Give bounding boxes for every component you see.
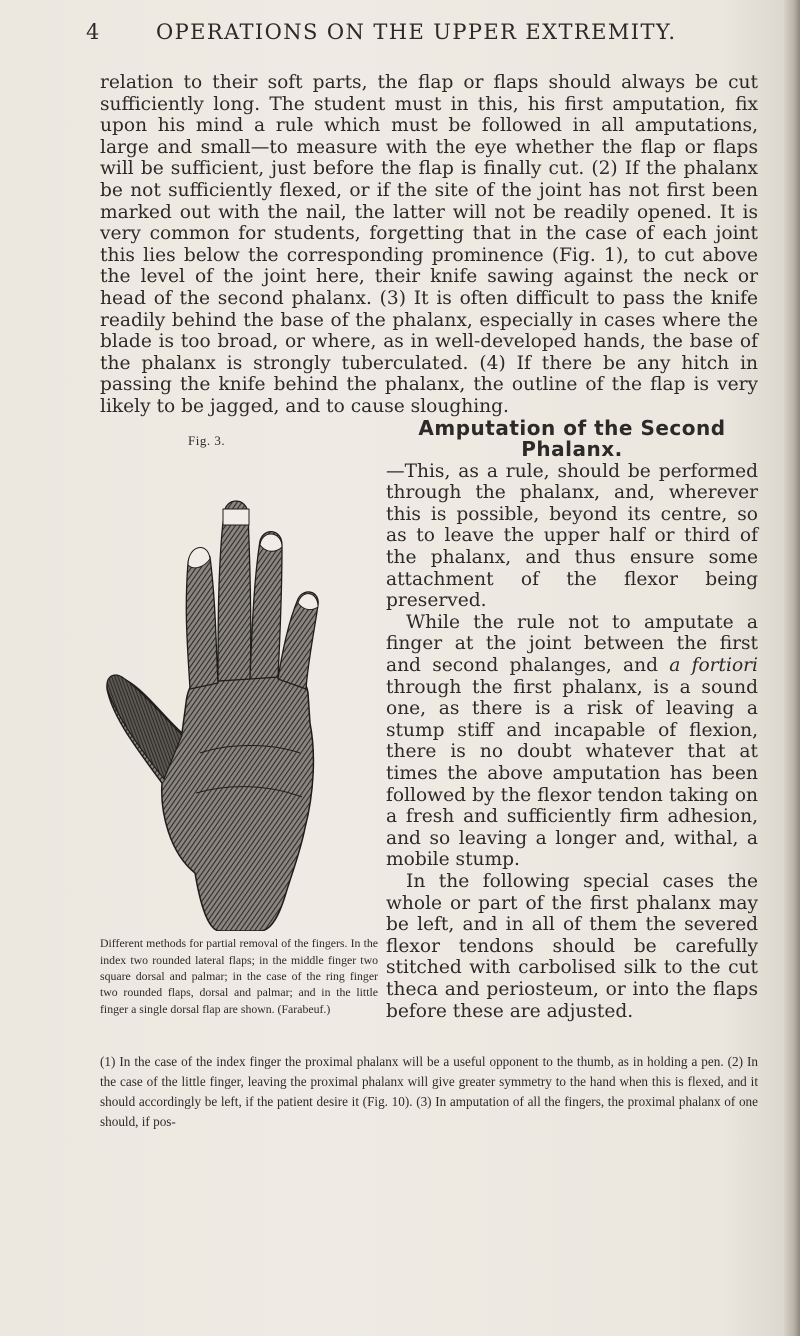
section-heading: Amputation of the Second Phalanx. bbox=[418, 415, 726, 462]
page-edge-shadow bbox=[784, 0, 800, 1336]
figure-label: Fig. 3. bbox=[188, 432, 226, 448]
figure-3 bbox=[100, 422, 378, 1018]
running-title: OPERATIONS ON THE UPPER EXTREMITY. bbox=[156, 20, 677, 44]
page-number: 4 bbox=[86, 20, 101, 44]
hand-illustration bbox=[100, 453, 378, 931]
paragraph-1: relation to their soft parts, the flap or flaps should always be cut sufficiently long. The student must in this, his first amputation, fix upon his mind a rule which must be followed in all amputations, large and small—to measure with the eye whether the flap or flaps will be sufficient, just before the flap is finally cut. (2) If the phalanx be not sufficiently flexed, or if the site of the joint has not first been marked out with the nail, the latter will not be readily opened. It is very common for students, forgetting that in the case of each joint this lies below the corresponding prominence (Fig. 1), to cut above the level of the joint here, their knife sawing against the neck or head of the second phalanx. (3) It is often difficult to pass the knife readily behind the base of the phalanx, especially in cases where the blade is too broad, or where, as in well-developed hands, the base of the phalanx is strongly tuberculated. (4) If there be any hitch in passing the knife behind the phalanx, the outline of the flap is very likely to be jagged, and to cause sloughing. bbox=[100, 72, 758, 417]
footnote-text: (1) In the case of the index finger the proximal phalanx will be a useful opponent to the thumb, as in holding a pen. (2) In the case of the little finger, leaving the proximal phalanx will give greater symmetry to the hand when this is flexed, and it should accordingly be left, if the patient desire it (Fig. 10). (3) In amputation of all the fingers, the proximal phalanx of one should, if pos- bbox=[100, 1054, 758, 1129]
paragraph-4: In the following special cases the whole or part of the first phalanx may be left, and in all of them the severed flexor tendons should be carefully stitched with carbolised silk to the cut theca and periosteum, or into the flaps before these are adjusted. bbox=[386, 870, 758, 1022]
paragraph-3-text-b: through the first phalanx, is a sound one, as there is a risk of leaving a stump stiff and incapable of flexion, there is no doubt whatever that at times the above amputation has been followed by the flexor tendon taking on a fresh and sufficiently firm adhesion, and so leaving a longer and, withal, a mobile stump. bbox=[386, 676, 758, 871]
figure-caption: Different methods for partial removal of the fingers. In the index two rounded lateral flaps; in the middle finger two square dorsal and palmar; in the case of the ring finger two rounded flaps, dorsal and palmar; and in the little finger a single dorsal flap are shown. (Farabeuf.) bbox=[100, 936, 378, 1016]
paragraph-3-text-a: While the rule not to amputate a finger at the joint between the first and second phalanges, and bbox=[386, 611, 758, 677]
footnotes bbox=[100, 1052, 758, 1132]
body-text bbox=[100, 72, 758, 1022]
paragraph-3-italic: a fortiori bbox=[669, 655, 758, 677]
paragraph-2-text: —This, as a rule, should be performed through the phalanx, and, wherever this is possible, beyond its centre, so as to leave the upper half or third of the phalanx, and thus ensure some attachment of the flexor being preserved. bbox=[386, 460, 758, 612]
